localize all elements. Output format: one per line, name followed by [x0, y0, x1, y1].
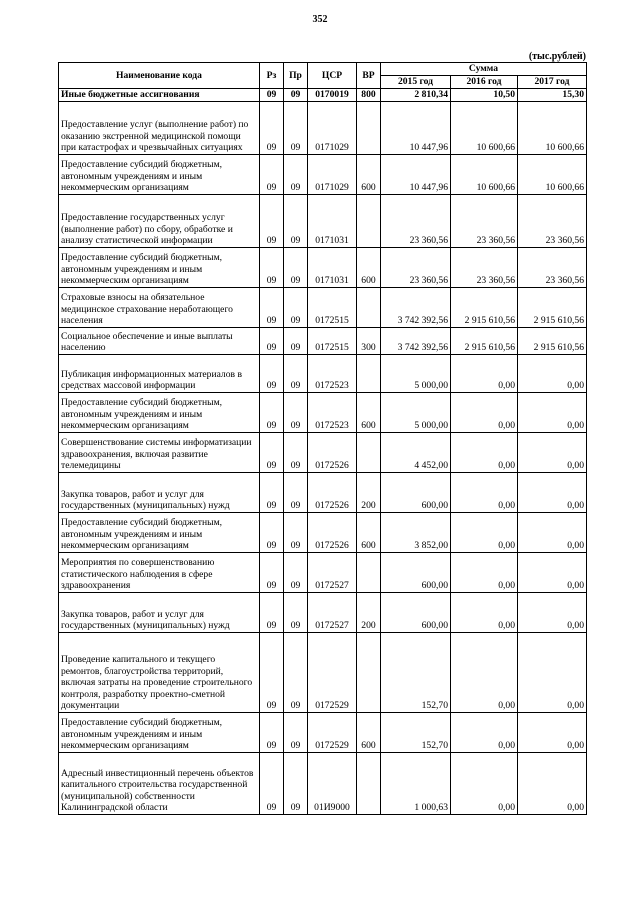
row-2017: 0,00 — [518, 472, 587, 512]
row-rz: 09 — [260, 552, 284, 592]
table-row — [59, 194, 587, 247]
row-rz: 09 — [260, 327, 284, 354]
row-2017: 0,00 — [518, 712, 587, 752]
row-name: Закупка товаров, работ и услуг для государственных (муниципальных) нужд — [59, 592, 260, 632]
row-2016: 0,00 — [451, 712, 518, 752]
table-row — [59, 101, 587, 154]
row-2016: 0,00 — [451, 472, 518, 512]
row-csr: 0172523 — [308, 354, 357, 392]
row-csr: 0172515 — [308, 287, 357, 327]
table-row — [59, 88, 587, 101]
row-vr — [357, 101, 381, 154]
row-vr — [357, 432, 381, 472]
row-vr: 200 — [357, 592, 381, 632]
budget-table — [58, 62, 587, 815]
row-2015: 23 360,56 — [381, 194, 451, 247]
row-vr — [357, 552, 381, 592]
row-name: Страховые взносы на обязательное медицинское страхование неработающего населения — [59, 287, 260, 327]
row-2017: 15,30 — [518, 88, 587, 101]
row-2016: 0,00 — [451, 392, 518, 432]
row-name: Публикация информационных материалов в средствах массовой информации — [59, 354, 260, 392]
row-rz: 09 — [260, 287, 284, 327]
row-vr: 600 — [357, 512, 381, 552]
row-csr: 0171031 — [308, 194, 357, 247]
row-name: Предоставление услуг (выполнение работ) по оказанию экстренной медицинской помощи при катастрофах и чрезвычайных ситуациях — [59, 101, 260, 154]
row-rz: 09 — [260, 752, 284, 814]
row-pr: 09 — [284, 632, 308, 712]
units-label: (тыс.рублей) — [528, 51, 586, 62]
table-row — [59, 287, 587, 327]
row-pr: 09 — [284, 752, 308, 814]
row-2017: 0,00 — [518, 512, 587, 552]
row-name: Предоставление субсидий бюджетным, автономным учреждениям и иным некоммерческим организациям — [59, 712, 260, 752]
table-row — [59, 247, 587, 287]
table-body — [59, 88, 587, 814]
row-2017: 0,00 — [518, 632, 587, 712]
row-2016: 0,00 — [451, 632, 518, 712]
row-rz: 09 — [260, 154, 284, 194]
row-pr: 09 — [284, 194, 308, 247]
row-pr: 09 — [284, 154, 308, 194]
row-2017: 2 915 610,56 — [518, 287, 587, 327]
row-vr: 600 — [357, 712, 381, 752]
row-vr — [357, 287, 381, 327]
row-2016: 10 600,66 — [451, 154, 518, 194]
header-year-2017: 2017 год — [518, 75, 587, 88]
row-pr: 09 — [284, 552, 308, 592]
row-2015: 3 742 392,56 — [381, 327, 451, 354]
row-2015: 23 360,56 — [381, 247, 451, 287]
row-2015: 600,00 — [381, 592, 451, 632]
row-csr: 0172529 — [308, 712, 357, 752]
row-vr: 600 — [357, 247, 381, 287]
row-2017: 10 600,66 — [518, 101, 587, 154]
row-2016: 2 915 610,56 — [451, 327, 518, 354]
row-vr: 600 — [357, 392, 381, 432]
row-vr — [357, 194, 381, 247]
row-vr: 300 — [357, 327, 381, 354]
header-name: Наименование кода — [59, 63, 260, 89]
row-csr: 01И9000 — [308, 752, 357, 814]
row-csr: 0171029 — [308, 101, 357, 154]
row-name: Проведение капитального и текущего ремонтов, благоустройства территорий, включая затраты на проведение строительного контроля, разработку проектно-сметной документации — [59, 632, 260, 712]
row-csr: 0172523 — [308, 392, 357, 432]
row-rz: 09 — [260, 247, 284, 287]
row-pr: 09 — [284, 88, 308, 101]
table-row — [59, 752, 587, 814]
row-2015: 4 452,00 — [381, 432, 451, 472]
table-row — [59, 552, 587, 592]
row-2016: 0,00 — [451, 552, 518, 592]
row-csr: 0172529 — [308, 632, 357, 712]
row-2017: 0,00 — [518, 552, 587, 592]
row-2017: 2 915 610,56 — [518, 327, 587, 354]
row-2017: 0,00 — [518, 752, 587, 814]
table-row — [59, 632, 587, 712]
row-vr: 600 — [357, 154, 381, 194]
table-row — [59, 154, 587, 194]
row-csr: 0172526 — [308, 512, 357, 552]
row-2016: 0,00 — [451, 512, 518, 552]
row-vr: 800 — [357, 88, 381, 101]
table-row — [59, 392, 587, 432]
row-name: Предоставление субсидий бюджетным, автономным учреждениям и иным некоммерческим организациям — [59, 392, 260, 432]
row-pr: 09 — [284, 287, 308, 327]
page-number: 352 — [312, 14, 328, 25]
table-row — [59, 592, 587, 632]
row-pr: 09 — [284, 472, 308, 512]
header-vr: ВР — [357, 63, 381, 89]
table-row — [59, 472, 587, 512]
row-2016: 10 600,66 — [451, 101, 518, 154]
row-name: Совершенствование системы информатизации здравоохранения, включая развитие телемедицины — [59, 432, 260, 472]
row-rz: 09 — [260, 194, 284, 247]
row-vr — [357, 354, 381, 392]
row-name: Предоставление государственных услуг (выполнение работ) по сбору, обработке и анализу статистической информации — [59, 194, 260, 247]
row-csr: 0171031 — [308, 247, 357, 287]
row-csr: 0170019 — [308, 88, 357, 101]
row-2017: 0,00 — [518, 354, 587, 392]
row-pr: 09 — [284, 354, 308, 392]
row-rz: 09 — [260, 712, 284, 752]
row-vr — [357, 632, 381, 712]
row-csr: 0172527 — [308, 592, 357, 632]
header-sum: Сумма — [381, 63, 587, 76]
row-pr: 09 — [284, 512, 308, 552]
table-row — [59, 712, 587, 752]
row-2017: 10 600,66 — [518, 154, 587, 194]
row-csr: 0172515 — [308, 327, 357, 354]
header-pr: Пр — [284, 63, 308, 89]
row-2016: 10,50 — [451, 88, 518, 101]
row-2016: 23 360,56 — [451, 247, 518, 287]
header-year-2016: 2016 год — [451, 75, 518, 88]
row-2015: 2 810,34 — [381, 88, 451, 101]
header-rz: Рз — [260, 63, 284, 89]
row-2017: 23 360,56 — [518, 194, 587, 247]
row-2016: 23 360,56 — [451, 194, 518, 247]
row-csr: 0172526 — [308, 432, 357, 472]
row-2017: 0,00 — [518, 432, 587, 472]
row-rz: 09 — [260, 354, 284, 392]
row-rz: 09 — [260, 512, 284, 552]
table-row — [59, 512, 587, 552]
row-2015: 5 000,00 — [381, 354, 451, 392]
row-csr: 0172526 — [308, 472, 357, 512]
row-2015: 1 000,63 — [381, 752, 451, 814]
row-2015: 600,00 — [381, 472, 451, 512]
row-name: Адресный инвестиционный перечень объектов капитального строительства государственной (муниципальной) собственности Калининградской области — [59, 752, 260, 814]
row-2017: 0,00 — [518, 592, 587, 632]
row-2016: 0,00 — [451, 592, 518, 632]
row-rz: 09 — [260, 632, 284, 712]
row-rz: 09 — [260, 432, 284, 472]
row-rz: 09 — [260, 392, 284, 432]
row-pr: 09 — [284, 327, 308, 354]
row-csr: 0172527 — [308, 552, 357, 592]
row-name: Социальное обеспечение и иные выплаты населению — [59, 327, 260, 354]
row-2016: 0,00 — [451, 354, 518, 392]
row-name: Иные бюджетные ассигнования — [59, 88, 260, 101]
row-name: Предоставление субсидий бюджетным, автономным учреждениям и иным некоммерческим организациям — [59, 247, 260, 287]
row-name: Предоставление субсидий бюджетным, автономным учреждениям и иным некоммерческим организациям — [59, 512, 260, 552]
row-2017: 23 360,56 — [518, 247, 587, 287]
row-2015: 3 852,00 — [381, 512, 451, 552]
row-name: Мероприятия по совершенствованию статистического наблюдения в сфере здравоохранения — [59, 552, 260, 592]
table-row — [59, 327, 587, 354]
row-rz: 09 — [260, 88, 284, 101]
row-2015: 3 742 392,56 — [381, 287, 451, 327]
row-pr: 09 — [284, 101, 308, 154]
row-2015: 5 000,00 — [381, 392, 451, 432]
row-2017: 0,00 — [518, 392, 587, 432]
row-pr: 09 — [284, 432, 308, 472]
row-2016: 0,00 — [451, 752, 518, 814]
table-row — [59, 432, 587, 472]
row-pr: 09 — [284, 592, 308, 632]
row-name: Предоставление субсидий бюджетным, автономным учреждениям и иным некоммерческим организациям — [59, 154, 260, 194]
row-pr: 09 — [284, 392, 308, 432]
row-pr: 09 — [284, 712, 308, 752]
table-row — [59, 354, 587, 392]
row-2016: 2 915 610,56 — [451, 287, 518, 327]
row-2015: 10 447,96 — [381, 154, 451, 194]
table-header — [59, 63, 587, 89]
row-rz: 09 — [260, 592, 284, 632]
row-csr: 0171029 — [308, 154, 357, 194]
row-vr: 200 — [357, 472, 381, 512]
row-rz: 09 — [260, 101, 284, 154]
row-2015: 10 447,96 — [381, 101, 451, 154]
header-csr: ЦСР — [308, 63, 357, 89]
row-2015: 600,00 — [381, 552, 451, 592]
row-2016: 0,00 — [451, 432, 518, 472]
row-vr — [357, 752, 381, 814]
row-rz: 09 — [260, 472, 284, 512]
row-pr: 09 — [284, 247, 308, 287]
header-year-2015: 2015 год — [381, 75, 451, 88]
row-name: Закупка товаров, работ и услуг для государственных (муниципальных) нужд — [59, 472, 260, 512]
row-2015: 152,70 — [381, 712, 451, 752]
row-2015: 152,70 — [381, 632, 451, 712]
